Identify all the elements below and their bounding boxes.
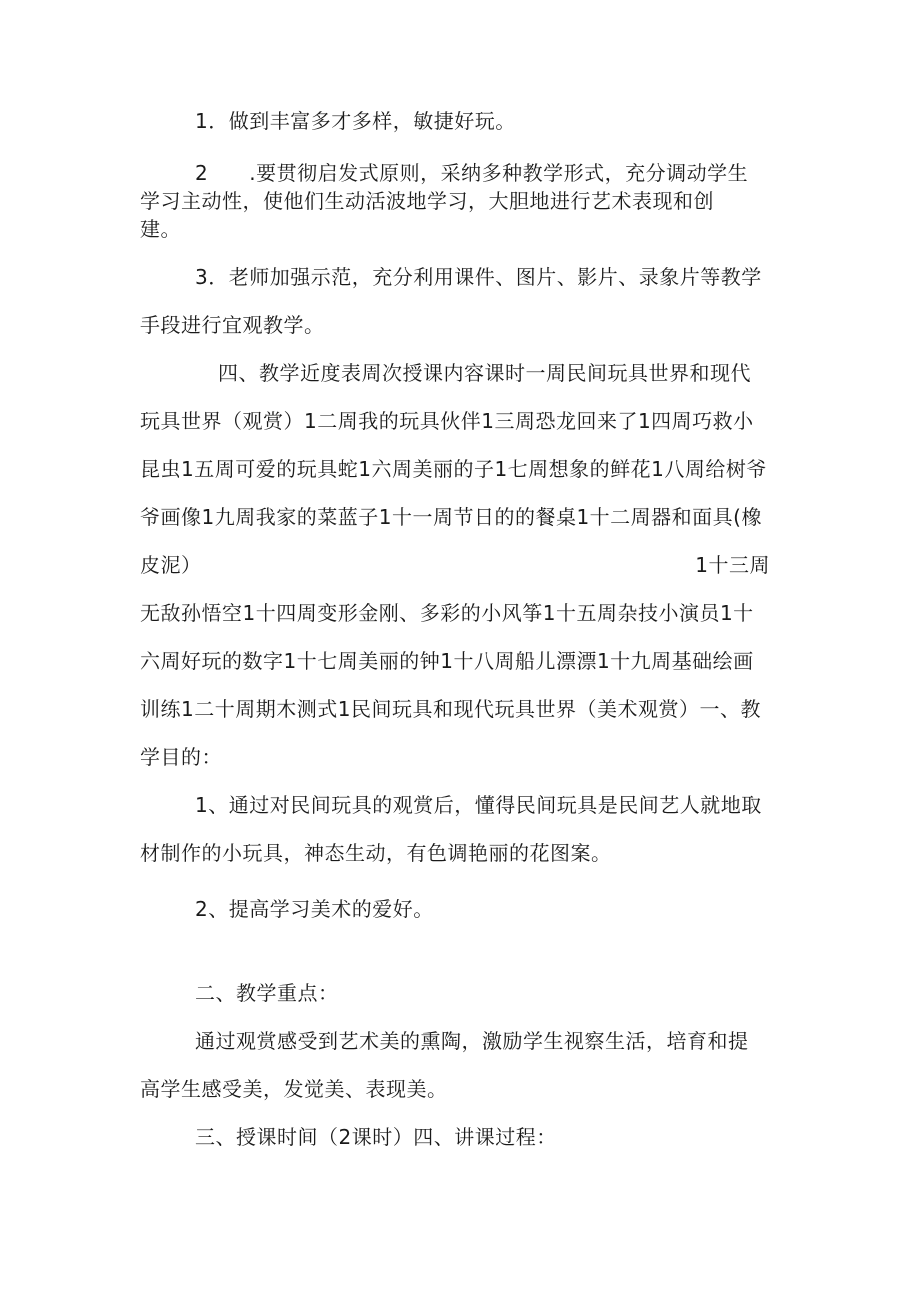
schedule-line-4-left: 皮泥） <box>140 553 202 577</box>
objective-1-text: 1、通过对民间玩具的观赏后，懂得民间玩具是民间艺人就地取 <box>195 793 762 817</box>
item-2-text: 2 .要贯彻启发式原则，采纳多种教学形式，充分调动学生 <box>195 161 749 185</box>
item-3-continuation: 手段进行宜观教学。 <box>140 313 325 337</box>
objective-1-continuation: 材制作的小玩具，神态生动，有色调艳丽的花图案。 <box>140 841 612 865</box>
schedule-line-7: 训练1二十周期木测式1民间玩具和现代玩具世界（美术观赏）一、教 <box>140 697 761 721</box>
schedule-line-2: 昆虫1五周可爱的玩具蛇1六周美丽的子1七周想象的鲜花1八周给树爷 <box>140 457 767 481</box>
item-2-continuation-1: 学习主动性，使他们生动活波地学习，大胆地进行艺术表现和创 <box>140 189 714 213</box>
schedule-line-6: 六周好玩的数字1十七周美丽的钟1十八周船儿漂漂1十九周基础绘画 <box>140 649 754 673</box>
key-points-continuation: 高学生感受美，发觉美、表现美。 <box>140 1077 448 1101</box>
objective-2-text: 2、提高学习美术的爱好。 <box>195 897 434 921</box>
item-1-text: 1．做到丰富多才多样，敏捷好玩。 <box>195 109 516 133</box>
schedule-line-3: 爷画像1九周我家的菜蓝子1十一周节日的的餐桌1十二周器和面具(橡 <box>140 505 762 529</box>
item-3-text: 3．老师加强示范，充分利用课件、图片、影片、录象片等教学 <box>195 265 762 289</box>
class-time-line: 三、授课时间（2课时）四、讲课过程： <box>195 1125 557 1149</box>
schedule-line-8: 学目的： <box>140 745 222 769</box>
schedule-line-1: 玩具世界（观赏）1二周我的玩具伙伴1三周恐龙回来了1四周巧救小 <box>140 409 754 433</box>
key-points-heading: 二、教学重点： <box>195 981 339 1005</box>
item-2-continuation-2: 建。 <box>140 217 181 241</box>
schedule-line-5: 无敌孙悟空1十四周变形金刚、多彩的小风筝1十五周杂技小演员1十 <box>140 601 754 625</box>
schedule-heading: 四、教学近度表周次授课内容课时一周民间玩具世界和现代 <box>218 361 751 385</box>
schedule-line-4-right: 1十三周 <box>695 553 770 577</box>
schedule-line-4 <box>140 552 770 578</box>
key-points-text: 通过观赏感受到艺术美的熏陶，激励学生视察生活，培育和提 <box>195 1029 749 1053</box>
